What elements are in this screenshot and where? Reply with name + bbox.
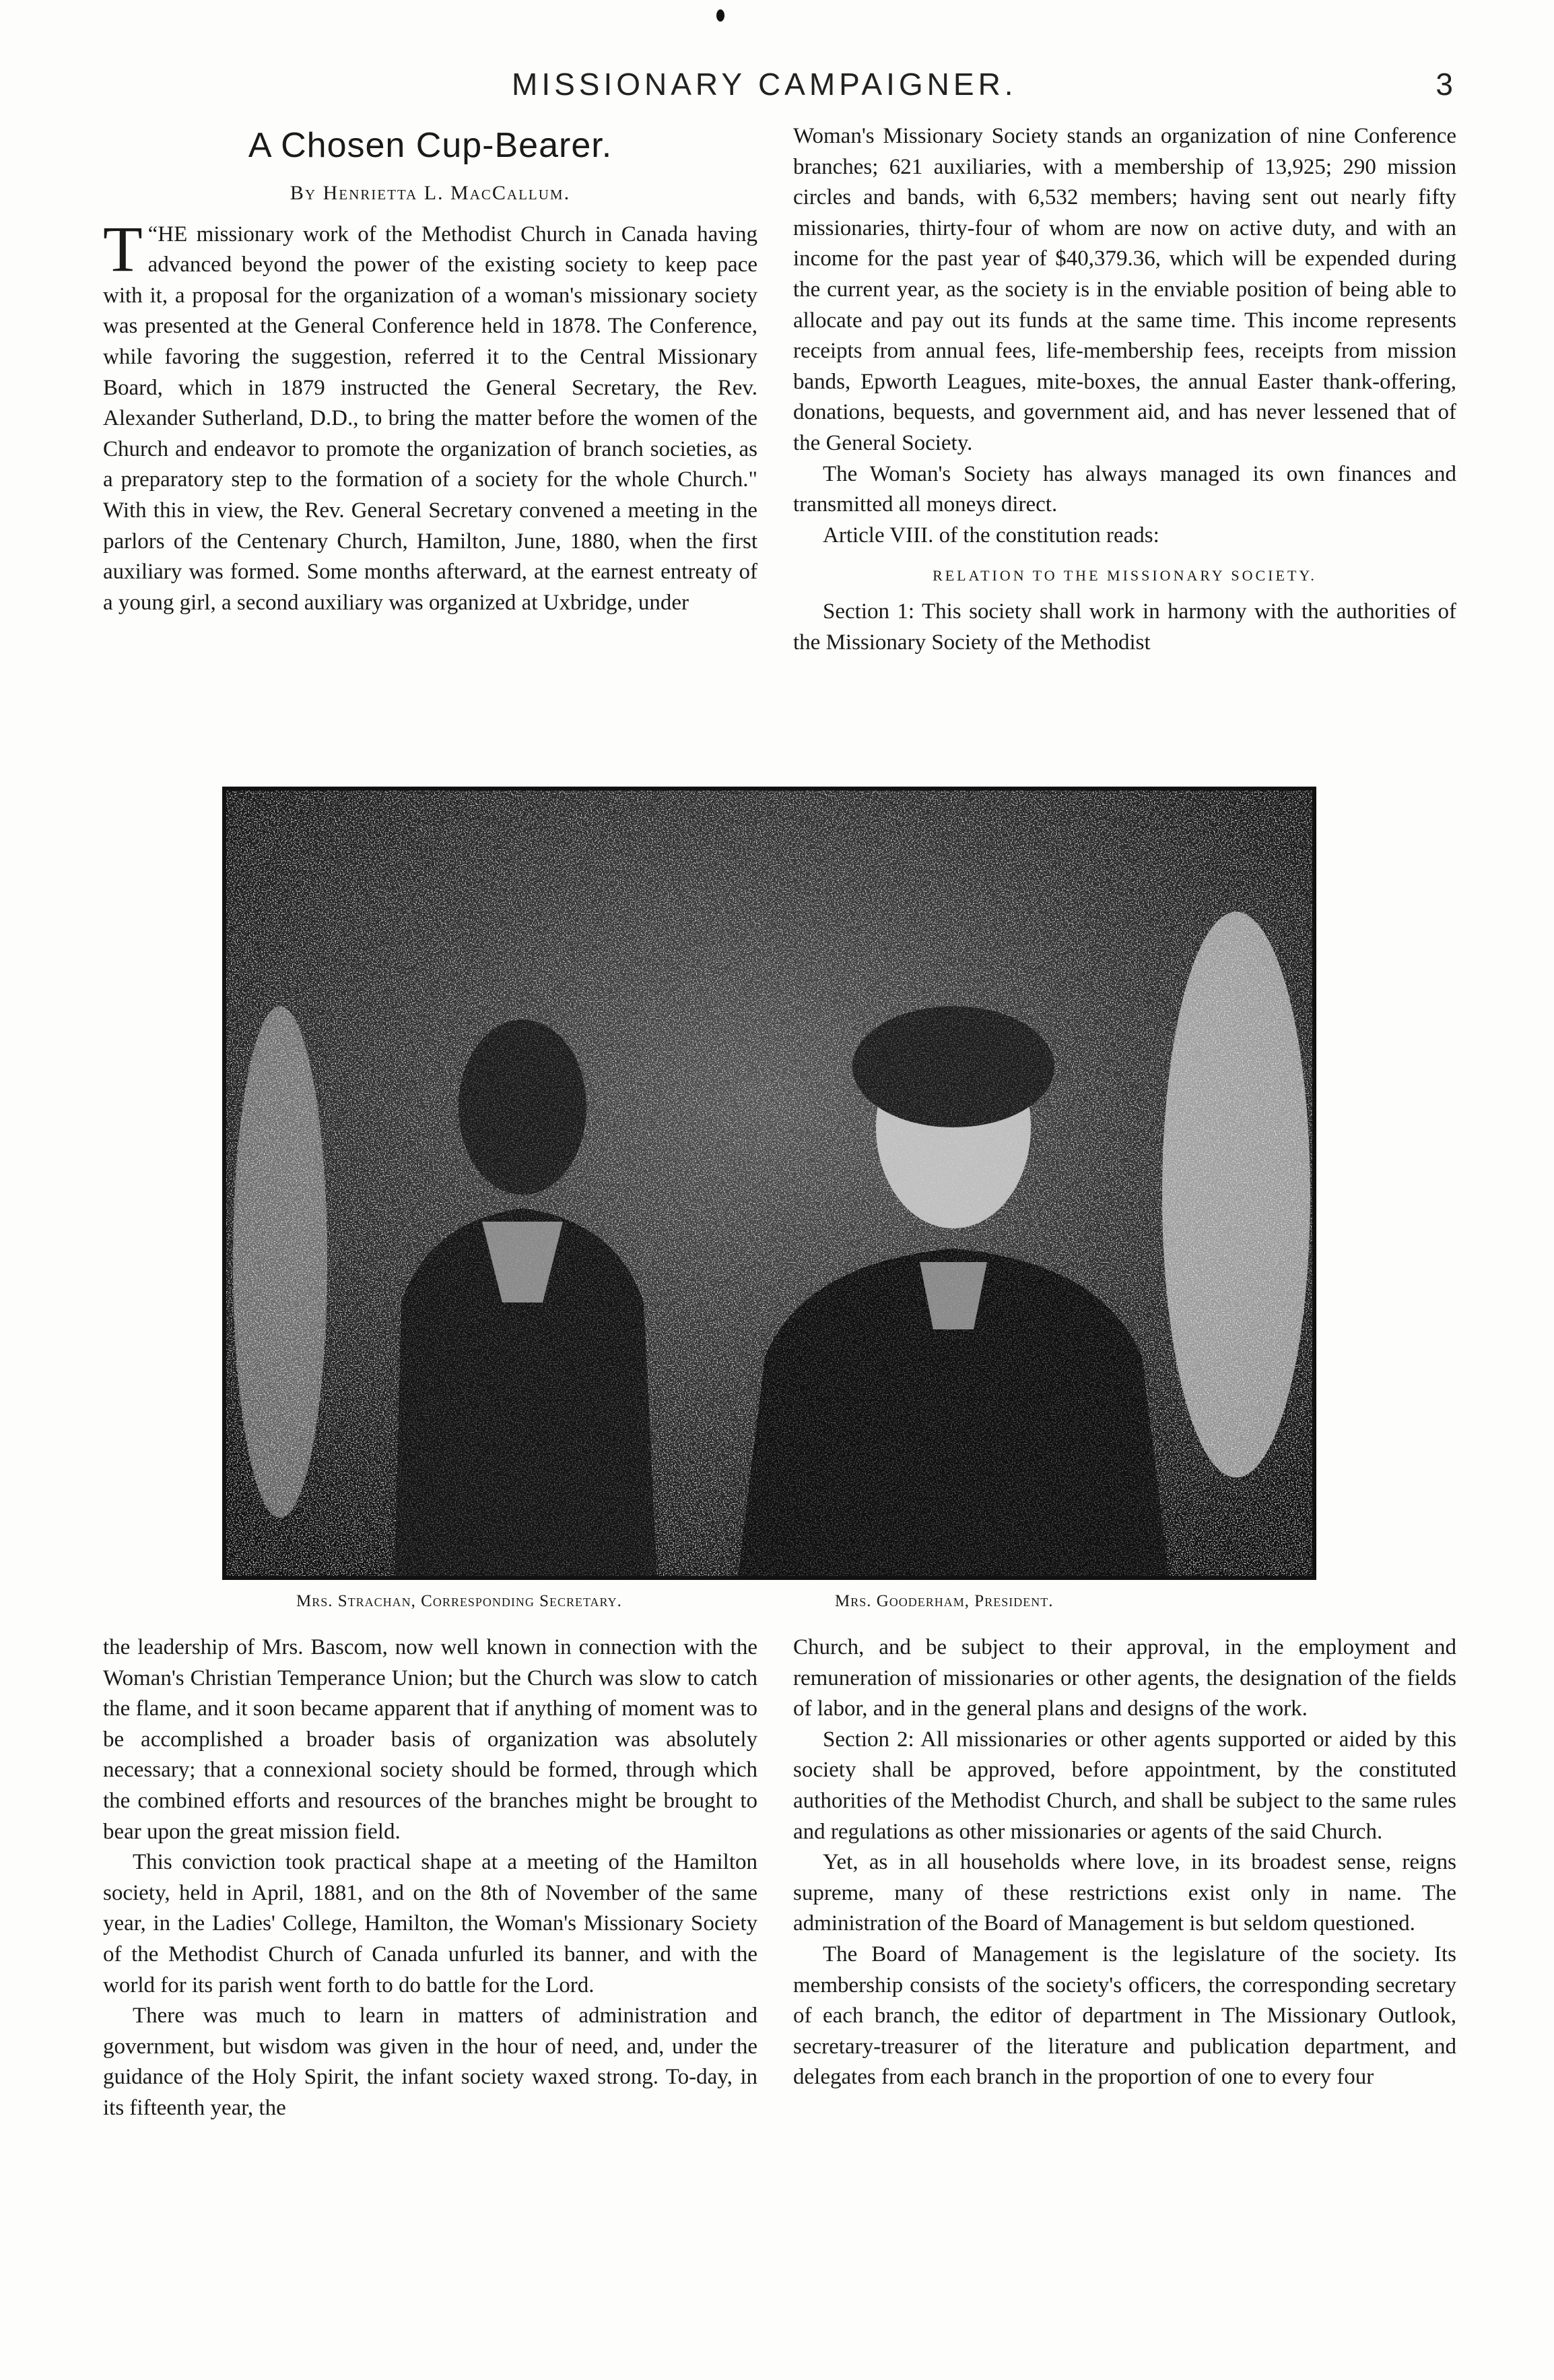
printer-mark (716, 9, 724, 22)
drop-cap: T (103, 212, 143, 285)
halftone-photo-image (226, 791, 1312, 1576)
paragraph: The Board of Management is the legislature of the society. Its membership consists of the society's officers, the corresponding secretary of each branch, the editor of department in The Missionary Outlook, secretary-treasurer of the literature and publication department, and delegates from each branch in the proportion of one to every four (793, 1942, 1456, 2090)
article-title: A Chosen Cup-Bearer. (248, 126, 613, 165)
section-heading: RELATION TO THE MISSIONARY SOCIETY. (933, 567, 1317, 585)
paragraph: Woman's Missionary Society stands an organization of nine Conference branches; 621 auxiliaries, with a membership of 13,925; 290 mission circles and bands, with 6,532 members; having sent out nearly fifty missionaries, thirty-four of whom are now on active duty, and with an income for the past year of $40,379.36, which will be expended during the current year, as the society is in the enviable position of being able to allocate and pay out its funds at the same time. This income represents receipts from annual fees, life-membership fees, receipts from mission bands, Epworth Leagues, mite-boxes, the annual Easter thank-offering, donations, bequests, and government aid, and has never lessened that of the General Society. (793, 124, 1456, 455)
paragraph: Section 1: This society shall work in harmony with the authorities of the Missionary Society of the Methodist (793, 599, 1456, 655)
paragraph: This conviction took practical shape at a meeting of the Hamilton society, held in April, 1881, and on the 8th of November of the same year, in the Ladies' College, Hamilton, the Woman's Missionary Society of the Methodist Church of Canada unfurled its banner, and with the world for its parish went forth to do battle for the Lord. (103, 1850, 757, 1997)
portrait-photograph (222, 787, 1316, 1580)
left-column-top (103, 120, 757, 618)
photo-caption-right: Mrs. Gooderham, President. (835, 1592, 1054, 1610)
page-number: 3 (1435, 67, 1453, 102)
paragraph: Yet, as in all households where love, in its broadest sense, reigns supreme, many of these restrictions exist only in name. The administration of the Board of Management is but seldom questioned. (793, 1850, 1456, 1936)
paragraph: Article VIII. of the constitution reads: (823, 523, 1159, 548)
running-title: MISSIONARY CAMPAIGNER. (512, 67, 1017, 102)
paragraph: Section 2: All missionaries or other agents supported or aided by this society shall be approved, before appointment, by the constituted authorities of the Methodist Church, and shall be subject to the same rules and regulations as other missionaries or agents of the said Church. (793, 1727, 1456, 1844)
photo-caption-left: Mrs. Strachan, Corresponding Secretary. (296, 1592, 622, 1610)
right-column-top (793, 121, 1456, 658)
paragraph: There was much to learn in matters of administration and government, but wisdom was given in the hour of need, and, under the guidance of the Holy Spirit, the infant society waxed strong. To-day, in its fifteenth year, the (103, 2004, 757, 2120)
right-column-bottom (793, 1632, 1456, 2093)
paragraph: The Woman's Society has always managed its own finances and transmitted all moneys direct. (793, 461, 1456, 517)
left-column-bottom (103, 1632, 757, 2124)
paragraph: Church, and be subject to their approval, in the employment and remuneration of missionaries or other agents, the designation of the fields of labor, and in the general plans and designs of the work. (793, 1635, 1456, 1721)
paragraph: “ T HE missionary work of the Methodist Church in Canada having advanced beyond the power of the existing society to keep pace with it, a proposal for the organization of a woman's missionary society was presented at the General Conference held in 1878. The Conference, while favoring the suggestion, referred it to the Central Missionary Board, which in 1879 instructed the General Secretary, the Rev. Alexander Sutherland, D.D., to bring the matter before the women of the Church and endeavor to promote the organization of branch societies, as a preparatory step to the formation of a society for the whole Church." With this in view, the Rev. General Secretary convened a meeting in the parlors of the Centenary Church, Hamilton, June, 1880, when the first auxiliary was formed. Some months afterward, at the earnest entreaty of a young girl, a second auxiliary was organized at Uxbridge, under (103, 212, 757, 615)
paragraph: the leadership of Mrs. Bascom, now well known in connection with the Woman's Christian Temperance Union; but the Church was slow to catch the flame, and it soon became apparent that if anything of moment was to be accomplished a broader basis of organization was absolutely necessary; that a connexional society should be formed, through which the combined efforts and resources of the branches might be brought to bear upon the great mission field. (103, 1635, 757, 1844)
byline: By Henrietta L. MacCallum. (290, 182, 571, 204)
paragraph-text: HE missionary work of the Methodist Church in Canada having advanced beyond the power of the existing society to keep pace with it, a proposal for the organization of a woman's missionary society was presented at the General Conference held in 1878. The Conference, while favoring the suggestion, referred it to the Central Missionary Board, which in 1879 instructed the General Secretary, the Rev. Alexander Sutherland, D.D., to bring the matter before the women of the Church and endeavor to promote the organization of branch societies, as a preparatory step to the formation of a society for the whole Church." With this in view, the Rev. General Secretary convened a meeting in the parlors of the Centenary Church, Hamilton, June, 1880, when the first auxiliary was formed. Some months afterward, at the earnest entreaty of a young girl, a second auxiliary was organized at Uxbridge, under (103, 222, 757, 615)
